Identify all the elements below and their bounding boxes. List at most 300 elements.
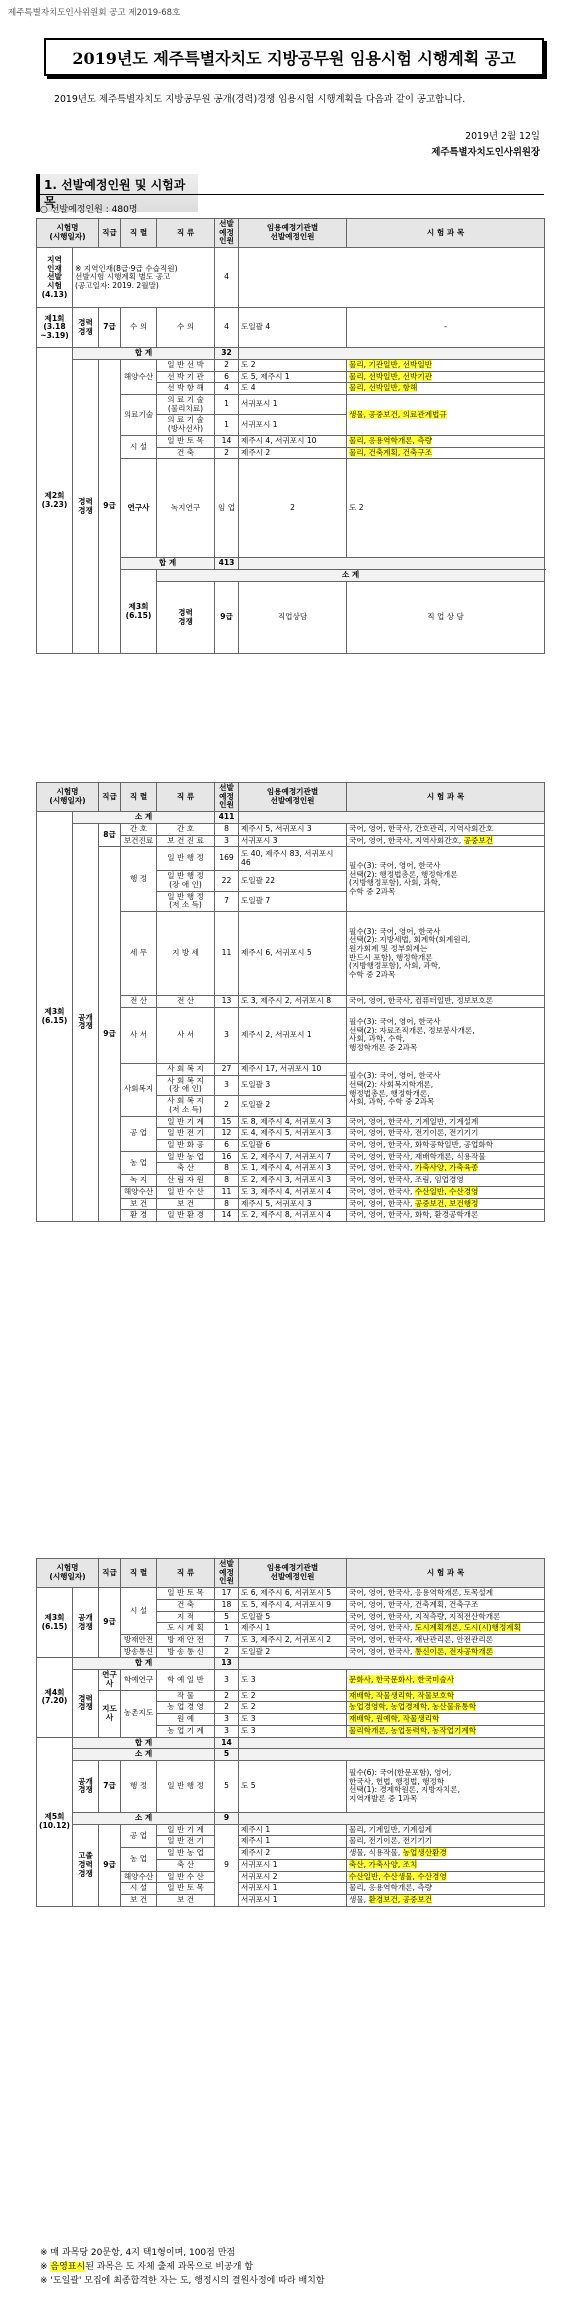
table-cell: 도 5 <box>239 1760 347 1812</box>
table-cell: 도 3 <box>239 1725 347 1737</box>
table-cell: 제1회 (3.18 ~3.19) <box>37 308 73 348</box>
table-cell: 경력 경쟁 <box>73 359 99 654</box>
table-cell: 지 적 <box>157 1611 215 1623</box>
table-cell: 보 건 <box>121 1894 157 1906</box>
subjects-cell: 국어, 영어, 한국사, 통신이론, 전자공학개론 <box>347 1646 545 1658</box>
col-field: 직 류 <box>157 219 215 248</box>
table-cell: 도 3, 제주시 2, 서귀포시 2 <box>239 1635 347 1647</box>
table-cell: 일 반 수 산 <box>157 1186 215 1198</box>
table-cell: 3 <box>215 835 239 847</box>
table-cell: 직 류 <box>157 783 215 812</box>
table-cell: 직 업 상 담 <box>347 581 545 654</box>
table-cell: 도 2 <box>347 459 545 558</box>
col-grade: 직급 <box>99 219 121 248</box>
table-cell: 물리학개론, 농업동력학, 농작업기계학 <box>347 1725 545 1737</box>
table-cell: 3 <box>215 1714 239 1726</box>
table-row <box>37 1670 545 1690</box>
subjects-cell: 국어, 영어, 한국사, 컴퓨터일반, 정보보호론 <box>347 996 545 1008</box>
exam-table-2 <box>36 782 545 1222</box>
table-row <box>37 1824 545 1836</box>
subjects-cell: 국어, 영어, 한국사, 공중보건, 보건행정 <box>347 1198 545 1210</box>
table-cell: 도일괄 2 <box>239 1646 347 1658</box>
table-cell: 사 회 복 지 <box>157 1063 215 1075</box>
table-cell: 27 <box>215 1063 239 1075</box>
table-cell: 제주시 4, 서귀포시 10 <box>239 435 347 447</box>
table-cell: 9 <box>215 1812 239 1824</box>
table-cell: 보 건 <box>157 1198 215 1210</box>
subjects-cell: 국어, 영어, 한국사, 도시계획개론, 도시(시)행정계획 <box>347 1623 545 1635</box>
table-cell: 선 박 기 관 <box>157 371 215 383</box>
table-cell: 제주시 2 <box>239 1848 347 1860</box>
table-cell: 11 <box>215 1186 239 1198</box>
table-cell: 14 <box>215 1737 239 1749</box>
table-cell: 농 업 <box>121 1848 157 1871</box>
table-cell: 일 반 전 기 <box>157 1836 215 1848</box>
footnote-1: ※ 매 과목당 20문항, 4지 택1형이며, 100점 만점 <box>40 2248 236 2258</box>
table-cell: 7 <box>215 1635 239 1647</box>
table-cell: 시 설 <box>121 435 157 458</box>
announcement-date: 2019년 2월 12일 <box>465 131 540 142</box>
table-cell: 수 의 <box>121 308 157 348</box>
table-cell: 5 <box>215 1760 239 1812</box>
table-row <box>37 359 545 371</box>
table-cell: 2 <box>215 447 239 459</box>
table-cell: 3 <box>215 1670 239 1690</box>
table-cell: 일 반 농 업 <box>157 1151 215 1163</box>
table-cell: 7급 <box>99 308 121 348</box>
table-cell: 고졸 경력 경쟁 <box>73 1824 99 1906</box>
table-cell: 사 회 복 지 (장 애 인) <box>157 1075 215 1095</box>
table-cell: 산 림 자 원 <box>157 1175 215 1187</box>
table-cell: 지역 인재 선발 시험 (4.13) <box>37 248 73 308</box>
subjects-cell: 생물, 식용작물, 농업생산환경 <box>347 1848 545 1860</box>
section-heading: 1. 선발예정인원 및 시험과목 <box>36 174 198 212</box>
table-cell: 2 <box>215 1646 239 1658</box>
table-cell: 도 4, 제주시 5, 서귀포시 3 <box>239 1128 347 1140</box>
subtotal-row <box>37 1749 545 1761</box>
table-cell: 2 <box>239 459 347 558</box>
table-cell <box>239 1749 545 1761</box>
table-cell: 전 산 <box>121 996 157 1008</box>
table-cell: 17 <box>215 1588 239 1600</box>
table-cell: 2 <box>215 1690 239 1702</box>
table-cell: 임용예정기관별 선발예정인원 <box>239 1559 347 1588</box>
table-cell: 15 <box>215 1116 239 1128</box>
table-cell: 8 <box>215 823 239 835</box>
table-cell: 시 험 과 목 <box>347 783 545 812</box>
subjects-cell: 물리, 기계일반, 기계설계 <box>347 1824 545 1836</box>
table-cell: 시 설 <box>121 1588 157 1635</box>
table-cell: 8 <box>215 1175 239 1187</box>
table-cell <box>239 812 545 824</box>
table-cell: 선발 예정 인원 <box>215 783 239 812</box>
table-cell: 소 계 <box>73 1749 215 1761</box>
table-cell: 경력 경쟁 <box>73 1670 99 1737</box>
table-cell: 학 예 일 반 <box>157 1670 215 1690</box>
table-cell: 작 물 <box>157 1690 215 1702</box>
table-cell: 22 <box>215 871 239 891</box>
table-cell: 행 정 <box>121 1760 157 1812</box>
table-cell: 건 축 <box>157 447 215 459</box>
table-cell: 합 계 <box>73 1737 215 1749</box>
table-cell: 직급 <box>99 783 121 812</box>
table-cell: 임용예정기관별 선발예정인원 <box>239 783 347 812</box>
table-cell: 공 업 <box>121 1116 157 1151</box>
table-cell: 제2회 (3.23) <box>37 348 73 654</box>
footnote-2: ※ 음영표시된 과목은 도 자체 출제 과목으로 비공개 함 <box>40 2262 254 2272</box>
table-cell: 시 험 과 목 <box>347 1559 545 1588</box>
subjects-cell: 국어, 영어, 한국사, 건축계획, 건축구조 <box>347 1599 545 1611</box>
table-cell: 연구사 <box>99 1670 121 1690</box>
table-cell: 소 계 <box>73 812 215 824</box>
table-cell: 직 류 <box>157 1559 215 1588</box>
table-cell: 9급 <box>215 581 239 654</box>
table-cell: 문화사, 한국문화사, 한국미술사 <box>347 1670 545 1690</box>
table-cell: 방 재 안 전 <box>157 1635 215 1647</box>
section-divider <box>36 194 544 195</box>
table-cell: 농 업 경 영 <box>157 1702 215 1714</box>
table-row <box>37 1690 545 1702</box>
table-cell: 축 산 <box>157 1859 215 1871</box>
table-cell: 3 <box>215 1007 239 1063</box>
table-cell: 제주시 6, 서귀포시 5 <box>239 912 347 996</box>
subjects-cell: 필수(3): 국어, 영어, 한국사 선택(2): 지방세법, 회계학(회계원리, 원가회계 및 정부회계는 반드시 포함), 행정학개론 (지방행정포함), 사회, 과학, 수학 중 2과목 <box>347 912 545 996</box>
table-cell: 제3회 (6.15) <box>37 812 73 1222</box>
table-cell <box>239 1737 545 1749</box>
table-cell: 일 반 토 목 <box>157 435 215 447</box>
table-cell: 13 <box>215 1658 239 1670</box>
table-cell: 도일괄 5 <box>239 1611 347 1623</box>
table-cell: 보 건 <box>121 1198 157 1210</box>
sum-row <box>37 1737 545 1749</box>
subjects-cell: 국어, 영어, 한국사, 재난관리론, 안전관리론 <box>347 1635 545 1647</box>
table-cell <box>239 558 545 570</box>
table-cell: 13 <box>215 996 239 1008</box>
doc-header: 제주특별자치도인사위원회 공고 제2019-68호 <box>8 8 181 18</box>
table-cell: 도 6, 제주시 6, 서귀포시 5 <box>239 1588 347 1600</box>
table-cell: 선발 예정 인원 <box>215 1559 239 1588</box>
table-cell: 일 반 행 정 (장 애 인) <box>157 871 215 891</box>
table-cell: 녹 지 <box>121 1175 157 1187</box>
table-cell: 직업상담 <box>239 581 347 654</box>
table-cell: ※ 지역인재(8급·9급 수습직원) 선발시험 시행계획 별도 공고 (공고일자: 2019. 2월말) <box>73 248 215 308</box>
table-cell: 도일괄 4 <box>239 308 347 348</box>
table-cell: 6 <box>215 1139 239 1151</box>
table-cell: 합 계 <box>73 1658 215 1670</box>
table-cell: - <box>347 308 545 348</box>
table-cell: 도 4 <box>239 383 347 395</box>
table-cell: 도 3, 제주시 2, 서귀포시 8 <box>239 996 347 1008</box>
table-cell: 공개 경쟁 <box>73 1588 99 1658</box>
table-cell: 11 <box>215 912 239 996</box>
table-cell: 서귀포시 2 <box>239 1871 347 1883</box>
table-cell: 4 <box>215 383 239 395</box>
intro-text: 2019년도 제주특별자치도 지방공무원 공개(경력)경쟁 임용시험 시행계획을 다음과 같이 공고합니다. <box>54 94 466 105</box>
table-cell: 축 산 <box>157 1163 215 1175</box>
table-cell: 일 반 수 산 <box>157 1871 215 1883</box>
table-header <box>37 783 545 812</box>
table-cell: 9급 <box>99 847 121 1222</box>
table-cell: 32 <box>215 348 239 360</box>
table-cell: 의 료 기 술 (방사선사) <box>157 415 215 435</box>
table-cell: 일 반 토 목 <box>157 1588 215 1600</box>
table-row <box>37 308 545 348</box>
table-cell: 1 <box>215 1623 239 1635</box>
table-cell: 방송통신 <box>121 1646 157 1658</box>
table-cell: 제5회 (10.12) <box>37 1737 73 1906</box>
table-cell: 제3회 (6.15) <box>37 1588 73 1658</box>
table-header <box>37 219 545 248</box>
subjects-cell: 필수(3): 국어, 영어, 한국사 선택(2): 행정법총론, 행정학개론 (지방행정포함), 사회, 과학, 수학 중 2과목 <box>347 847 545 912</box>
table-cell: 의 료 기 술 (물리치료) <box>157 395 215 415</box>
table-cell: 서귀포시 1 <box>239 1859 347 1871</box>
table-cell: 9 <box>215 1824 239 1906</box>
subjects-cell: 축산, 가축사양, 조치 <box>347 1859 545 1871</box>
table-cell: 물리, 응용역학개론, 측량 <box>347 435 545 447</box>
table-cell: 9급 <box>99 359 121 654</box>
table-cell: 411 <box>215 812 239 824</box>
table-cell: 5 <box>215 1749 239 1761</box>
table-cell: 도일괄 22 <box>239 871 347 891</box>
table-cell: 소 계 <box>73 1812 215 1824</box>
table-cell: 제주시 1 <box>239 1824 347 1836</box>
table-cell: 제3회 (6.15) <box>121 569 157 653</box>
subjects-cell: 국어, 영어, 한국사, 간호관리, 지역사회간호 <box>347 823 545 835</box>
subtotal-row <box>37 812 545 824</box>
table-cell: 사 서 <box>157 1007 215 1063</box>
sum-row <box>37 1658 545 1670</box>
table-cell: 서귀포시 3 <box>239 835 347 847</box>
table-cell: 일 반 토 목 <box>157 1883 215 1895</box>
table-cell: 도 2 <box>239 1690 347 1702</box>
table-cell: 재배학, 원예학, 작물생리학 <box>347 1714 545 1726</box>
table-cell: 도일괄 7 <box>239 891 347 911</box>
table-cell: 제주시 5, 서귀포시 3 <box>239 1198 347 1210</box>
table-row <box>37 847 545 871</box>
subtotal-row <box>37 1812 545 1824</box>
table-cell: 건 축 <box>157 1599 215 1611</box>
subjects-cell: 생물, 환경보건, 공중보건 <box>347 1894 545 1906</box>
table-cell: 일 반 기 계 <box>157 1116 215 1128</box>
subjects-cell: 국어, 영어, 한국사, 화학, 환경공학개론 <box>347 1210 545 1222</box>
table-cell: 4 <box>215 248 239 308</box>
table-cell: 농촌지도 <box>121 1690 157 1737</box>
table-cell: 14 <box>215 1210 239 1222</box>
table-cell: 도 3 <box>239 1670 347 1690</box>
col-subjects: 시 험 과 목 <box>347 219 545 248</box>
subjects-cell: 국어, 영어, 한국사, 지역사회간호, 공중보건 <box>347 835 545 847</box>
subjects-cell: 국어, 영어, 한국사, 지적측량, 지적전산학개론 <box>347 1611 545 1623</box>
table-cell <box>239 1658 545 1670</box>
table-cell: 일 반 선 박 <box>157 359 215 371</box>
table-cell: 일 반 행 정 <box>157 1760 215 1812</box>
subjects-cell: 국어, 영어, 한국사, 기계일반, 기계설계 <box>347 1116 545 1128</box>
subjects-cell: 필수(3): 국어, 영어, 한국사 선택(2): 사회복지학개론, 행정법총론, 행정학개론, 사회, 과학, 수학 중 2과목 <box>347 1063 545 1116</box>
table-cell: 해양수산 <box>121 359 157 394</box>
table-header <box>37 1559 545 1588</box>
subjects-cell: 국어, 영어, 한국사, 수산일반, 수산경영 <box>347 1186 545 1198</box>
table-cell: 7 <box>215 891 239 911</box>
table-cell: 원 예 <box>157 1714 215 1726</box>
table-cell: 일 반 전 기 <box>157 1128 215 1140</box>
table-cell <box>239 248 545 308</box>
table-cell: 경력 경쟁 <box>157 581 215 654</box>
table-cell: 보 건 진 료 <box>157 835 215 847</box>
table-cell: 학예연구 <box>121 1670 157 1690</box>
table-cell: 보건진료 <box>121 835 157 847</box>
table-cell: 9급 <box>99 1588 121 1658</box>
table-cell: 방 송 통 신 <box>157 1646 215 1658</box>
table-cell: 도 2, 제주시 7, 서귀포시 7 <box>239 1151 347 1163</box>
table-cell: 서귀포시 1 <box>239 1883 347 1895</box>
table-cell: 제주시 1 <box>239 1623 347 1635</box>
table-cell: 사 회 복 지 (저 소 득) <box>157 1096 215 1116</box>
table-cell: 직급 <box>99 1559 121 1588</box>
table-cell: 413 <box>215 558 239 570</box>
table-row <box>37 1588 545 1600</box>
table-cell: 물리, 선박일반, 항해 <box>347 383 545 395</box>
table-cell: 방재안전 <box>121 1635 157 1647</box>
table-cell <box>239 1812 545 1824</box>
table-cell: 일 반 화 공 <box>157 1139 215 1151</box>
table-cell: 서귀포시 1 <box>239 415 347 435</box>
table-cell: 169 <box>215 847 239 871</box>
table-cell: 일 반 환 경 <box>157 1210 215 1222</box>
table-cell: 도 8, 제주시 4, 서귀포시 3 <box>239 1116 347 1128</box>
table-cell: 도일괄 3 <box>239 1075 347 1095</box>
table-cell: 물리, 기관일반, 선박일반 <box>347 359 545 371</box>
table-cell: 환 경 <box>121 1210 157 1222</box>
table-cell: 서귀포시 1 <box>239 395 347 415</box>
subjects-cell: 수산일반, 수산생물, 수산경영 <box>347 1871 545 1883</box>
table-cell: 물리, 건축계획, 건축구조 <box>347 447 545 459</box>
table-cell: 도 40, 제주시 83, 서귀포시 46 <box>239 847 347 871</box>
table-cell: 생물, 공중보건, 의료관계법규 <box>347 395 545 436</box>
subjects-cell: 국어, 영어, 한국사, 전기이론, 전기기기 <box>347 1128 545 1140</box>
table-cell: 녹지연구 <box>157 459 215 558</box>
table-cell: 1 <box>215 395 239 415</box>
table-cell: 2 <box>215 359 239 371</box>
table-cell: 시험명 (시행일자) <box>37 783 99 812</box>
table-cell: 일 반 행 정 <box>157 847 215 871</box>
table-cell: 사 서 <box>121 1007 157 1063</box>
table-cell: 서귀포시 1 <box>239 1894 347 1906</box>
subjects-cell: 국어, 영어, 한국사, 가축사양, 가축육종 <box>347 1163 545 1175</box>
table-cell: 14 <box>215 435 239 447</box>
table-cell: 도 2 <box>239 359 347 371</box>
table-cell: 일 반 행 정 (저 소 득) <box>157 891 215 911</box>
table-row <box>37 823 545 835</box>
table-row <box>37 1760 545 1812</box>
table-cell: 물리, 선박일반, 선박기관 <box>347 371 545 383</box>
table-cell: 수 의 <box>157 308 215 348</box>
table-cell: 8급 <box>99 823 121 846</box>
table-cell: 농 업 기 계 <box>157 1725 215 1737</box>
table-cell: 선 박 항 해 <box>157 383 215 395</box>
table-cell: 도 2 <box>239 1702 347 1714</box>
table-cell: 제주시 2, 서귀포시 1 <box>239 1007 347 1063</box>
table-cell: 전 산 <box>157 996 215 1008</box>
table-cell: 공 업 <box>121 1824 157 1847</box>
table-cell: 도 2, 제주시 3, 서귀포시 3 <box>239 1175 347 1187</box>
subjects-cell: 국어, 영어, 한국사, 조림, 임업경영 <box>347 1175 545 1187</box>
exam-table-3 <box>36 1558 545 1907</box>
page-title: 2019년도 제주특별자치도 지방공무원 임용시험 시행계획 공고 <box>44 38 544 76</box>
footnote-3: ※ '도일괄' 모집에 최종합격한 자는 도, 행정시의 결원사정에 따라 배치함 <box>40 2276 325 2286</box>
table-cell: 제주시 1 <box>239 1836 347 1848</box>
col-exam: 시험명 (시행일자) <box>37 219 99 248</box>
table-cell: 도 5, 제주시 4, 서귀포시 9 <box>239 1599 347 1611</box>
table-cell: 3 <box>215 1075 239 1095</box>
table-cell: 필수(6): 국어(한문포함), 영어, 한국사, 헌법, 행정법, 행정학 선택(1): 경제학원론, 지방자치론, 지역개발론 중 1과목 <box>347 1760 545 1812</box>
table-cell: 사회복지 <box>121 1063 157 1116</box>
table-cell: 7급 <box>99 1760 121 1812</box>
table-cell: 제4회 (7.20) <box>37 1658 73 1737</box>
subjects-cell: 국어, 영어, 한국사, 재배학개론, 식용작물 <box>347 1151 545 1163</box>
table-cell: 6 <box>215 371 239 383</box>
table-cell: 3 <box>215 1725 239 1737</box>
footnotes <box>40 2246 325 2288</box>
table-cell: 소 계 <box>157 569 545 581</box>
exam-table-1 <box>36 218 545 654</box>
table-cell: 해양수산 <box>121 1871 157 1883</box>
table-cell: 농 업 <box>121 1151 157 1174</box>
table-cell: 합 계 <box>73 348 215 360</box>
table-cell: 직 렬 <box>121 783 157 812</box>
table-cell: 도 1, 제주시 4, 서귀포시 3 <box>239 1163 347 1175</box>
table-cell: 지도사 <box>99 1690 121 1737</box>
table-cell: 2 <box>215 1702 239 1714</box>
table-cell: 지 방 세 <box>157 912 215 996</box>
table-cell: 재배학, 작물생리학, 작물보호학 <box>347 1690 545 1702</box>
table-cell: 연구사 <box>121 459 157 558</box>
table-cell <box>239 348 545 360</box>
subjects-cell: 국어, 영어, 한국사, 응용역학개론, 토목설계 <box>347 1588 545 1600</box>
table-cell: 행 정 <box>121 847 157 912</box>
table-cell: 8 <box>215 1163 239 1175</box>
announcement-org: 제주특별자치도인사위원장 <box>431 147 540 158</box>
col-count: 선발 예정 인원 <box>215 219 239 248</box>
subjects-cell: 국어, 영어, 한국사, 화학공학일반, 공업화학 <box>347 1139 545 1151</box>
table-row <box>37 248 545 308</box>
table-cell: 16 <box>215 1151 239 1163</box>
table-cell: 일 반 기 계 <box>157 1824 215 1836</box>
table-cell: 경력 경쟁 <box>73 308 99 348</box>
table-cell: 도 시 계 획 <box>157 1623 215 1635</box>
table-cell: 제주시 5, 서귀포시 3 <box>239 823 347 835</box>
table-cell: 일 반 농 업 <box>157 1848 215 1860</box>
table-cell: 도 3, 제주시 4, 서귀포시 4 <box>239 1186 347 1198</box>
table-cell: 12 <box>215 1128 239 1140</box>
table-cell: 임 업 <box>215 459 239 558</box>
table-cell: 공개 경쟁 <box>73 1760 99 1812</box>
sum-row <box>37 348 545 360</box>
table-cell: 도 2, 제주시 8, 서귀포시 4 <box>239 1210 347 1222</box>
table-cell: 제주시 17, 서귀포시 10 <box>239 1063 347 1075</box>
table-cell: 5 <box>215 1611 239 1623</box>
table-cell: 9급 <box>99 1824 121 1906</box>
table-cell: 해양수산 <box>121 1186 157 1198</box>
table-cell: 의료기술 <box>121 395 157 436</box>
table-cell: 직 렬 <box>121 1559 157 1588</box>
table-cell: 제주시 2 <box>239 447 347 459</box>
col-series: 직 렬 <box>121 219 157 248</box>
subjects-cell: 물리, 전기이론, 전기기기 <box>347 1836 545 1848</box>
table-cell: 도일괄 6 <box>239 1139 347 1151</box>
table-cell: 농업경영학, 농업경제학, 농산물유통학 <box>347 1702 545 1714</box>
planned-total: ○ 선발예정인원 : 480명 <box>40 205 138 215</box>
table-cell: 시 설 <box>121 1883 157 1895</box>
